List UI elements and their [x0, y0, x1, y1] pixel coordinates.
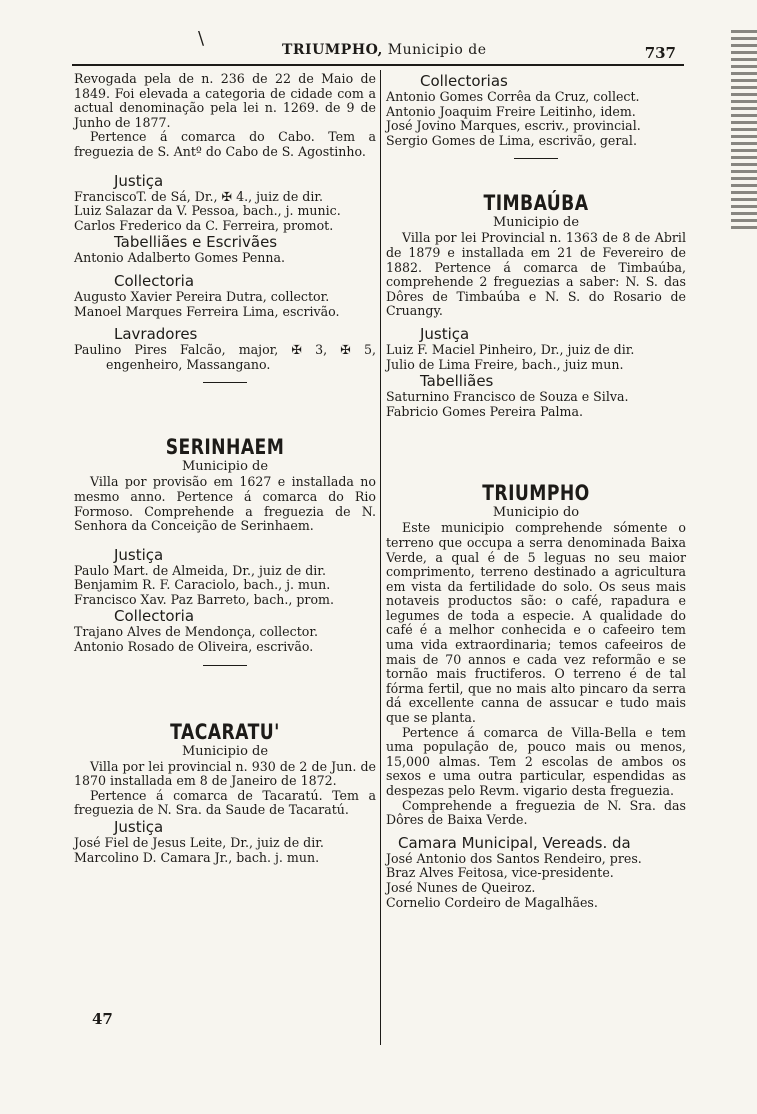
municipality-title-tacaratu: TACARATU' [170, 719, 280, 744]
section-divider [203, 382, 247, 383]
municipality-description: Comprehende a freguezia de N. Sra. das Dôres de Baixa Verde. [386, 797, 686, 828]
section-divider [514, 158, 558, 159]
entry-line: Antonio Joaquim Freire Leitinho, idem. [386, 103, 636, 119]
entry-line: Luiz F. Maciel Pinheiro, Dr., juiz de dir. [386, 341, 635, 357]
entry-line: Antonio Adalberto Gomes Penna. [74, 250, 286, 266]
entry-line: Fabricio Gomes Pereira Palma. [386, 403, 583, 419]
entry-line: Carlos Frederico da C. Ferreira, promot. [74, 217, 334, 233]
signature-number: 47 [92, 1010, 113, 1028]
section-heading-justica: Justiça [114, 545, 164, 564]
entry-line: Antonio Gomes Corrêa da Cruz, collect. [386, 89, 640, 104]
entry-line: FranciscoT. de Sá, Dr., ✠ 4., juiz de dir. [74, 188, 324, 204]
intro-paragraph: Pertence á comarca do Cabo. Tem a freguezia de S. Antº do Cabo de S. Agostinho. [74, 129, 376, 159]
entry-line: Manoel Marques Ferreira Lima, escrivão. [74, 303, 340, 319]
entry-line: Braz Alves Feitosa, vice-presidente. [386, 865, 614, 881]
section-heading-tabelliaes: Tabelliães [420, 372, 494, 391]
section-heading-justica: Justiça [114, 818, 164, 837]
municipality-title-serinhaem: SERINHAEM [165, 435, 285, 460]
municipality-title-triumpho: TRIUMPHO [482, 481, 590, 506]
entry-line: Saturnino Francisco de Souza e Silva. [386, 389, 629, 405]
header-rule [72, 64, 684, 66]
section-divider [203, 665, 247, 666]
entry-line: Benjamim R. F. Caraciolo, bach., j. mun. [74, 577, 331, 593]
entry-line: Paulo Mart. de Almeida, Dr., juiz de dir. [74, 562, 326, 578]
municipality-description: Villa por provisão em 1627 e installada no mesmo anno. Pertence á comarca do Rio Formoso. Comprehende a freguezia de N. Senhora da Conceição de Serinhaem. [74, 474, 376, 534]
entry-line: José Fiel de Jesus Leite, Dr., juiz de dir. [74, 835, 324, 851]
section-heading-camara: Camara Municipal, Vereads. da [398, 833, 631, 852]
section-heading-justica: Justiça [420, 324, 470, 343]
entry-line: José Jovino Marques, escriv., provincial. [386, 118, 641, 134]
entry-line: Antonio Rosado de Oliveira, escrivão. [74, 639, 314, 655]
column-divider [380, 70, 381, 1045]
corner-mark: \ [198, 28, 205, 49]
section-heading-collectoria: Collectoria [114, 271, 195, 290]
municipality-description: Este municipio comprehende sómente o terreno que occupa a serra denominada Baixa Verde, a qual é de 5 leguas no seu maior comprimento, terreno destinado a agricultura em vista da fertilidade do solo. Os seus mais notaveis productos são: o café, rapadura e legumes de toda a especie. A qualidade do café é a melhor conhecida e o cafeeiro tem uma vida extraordinaria; temos cafeeiros de mais de 70 annos e cada vez reformão e se tornão mais fructiferos. O terreno é de tal fórma fertil, que no mais alto pincaro da serra dá excellente canna de assucar e tudo mais que se planta. [386, 520, 686, 726]
section-heading-justica: Justiça [114, 171, 164, 190]
entry-line: José Antonio dos Santos Rendeiro, pres. [386, 850, 642, 866]
header-title: TRIUMPHO, Municipio de [282, 42, 487, 58]
right-column [386, 72, 686, 910]
entry-line: Cornelio Cordeiro de Magalhães. [386, 894, 598, 910]
section-heading-tabelliaes: Tabelliães e Escrivães [114, 233, 278, 252]
municipality-subtitle: Municipio de [492, 215, 580, 231]
municipality-title-timbauba: TIMBAÚBA [483, 191, 589, 216]
entry-line: Paulino Pires Falcão, major, ✠ 3, ✠ 5, engenheiro, Massangano. [74, 342, 376, 372]
left-column [74, 72, 376, 865]
intro-paragraph: Revogada pela de n. 236 de 22 de Maio de 1849. Foi elevada a categoria de cidade com a actual denominação pela lei n. 1269. de 9 de Junho de 1877. [74, 71, 376, 130]
municipality-subtitle: Municipio de [181, 743, 269, 759]
municipality-description: Pertence á comarca de Tacaratú. Tem a freguezia de N. Sra. da Saude de Tacaratú. [74, 787, 376, 818]
page-number: 737 [644, 44, 676, 62]
section-heading-lavradores: Lavradores [114, 325, 198, 344]
entry-line: Trajano Alves de Mendonça, collector. [74, 624, 318, 640]
municipality-subtitle: Municipio do [492, 505, 580, 521]
entry-line: Francisco Xav. Paz Barreto, bach., prom. [74, 591, 334, 607]
municipality-description: Villa por lei Provincial n. 1363 de 8 de Abril de 1879 e installada em 21 de Fevereiro de 1882. Pertence á comarca de Timbaúba, comprehende 2 freguezias a saber: N. S. das Dôres de Timbaúba e N. S. do Rosario de Cruangy. [386, 230, 686, 319]
municipality-description: Villa por lei provincial n. 930 de 2 de Jun. de 1870 installada em 8 de Janeiro de 1872. [74, 758, 376, 789]
municipality-subtitle: Municipio de [181, 459, 269, 475]
municipality-description: Pertence á comarca de Villa-Bella e tem uma população de, pouco mais ou menos, 15,000 almas. Tem 2 escolas de ambos os sexos e uma outra particular, espendidas as despezas pelo Revm. vigario desta freguezia. [386, 724, 686, 798]
entry-line: Sergio Gomes de Lima, escrivão, geral. [386, 132, 637, 148]
page-edge-shadow [731, 30, 757, 230]
entry-line: José Nunes de Queiroz. [386, 879, 536, 895]
entry-line: Julio de Lima Freire, bach., juiz mun. [386, 356, 624, 372]
entry-line: Augusto Xavier Pereira Dutra, collector. [74, 288, 330, 304]
section-heading-collectorias: Collectorias [420, 72, 508, 90]
running-header [72, 42, 684, 64]
entry-line: Luiz Salazar da V. Pessoa, bach., j. munic. [74, 203, 341, 219]
entry-line: Marcolino D. Camara Jr., bach. j. mun. [74, 849, 320, 865]
section-heading-collectoria: Collectoria [114, 607, 195, 626]
